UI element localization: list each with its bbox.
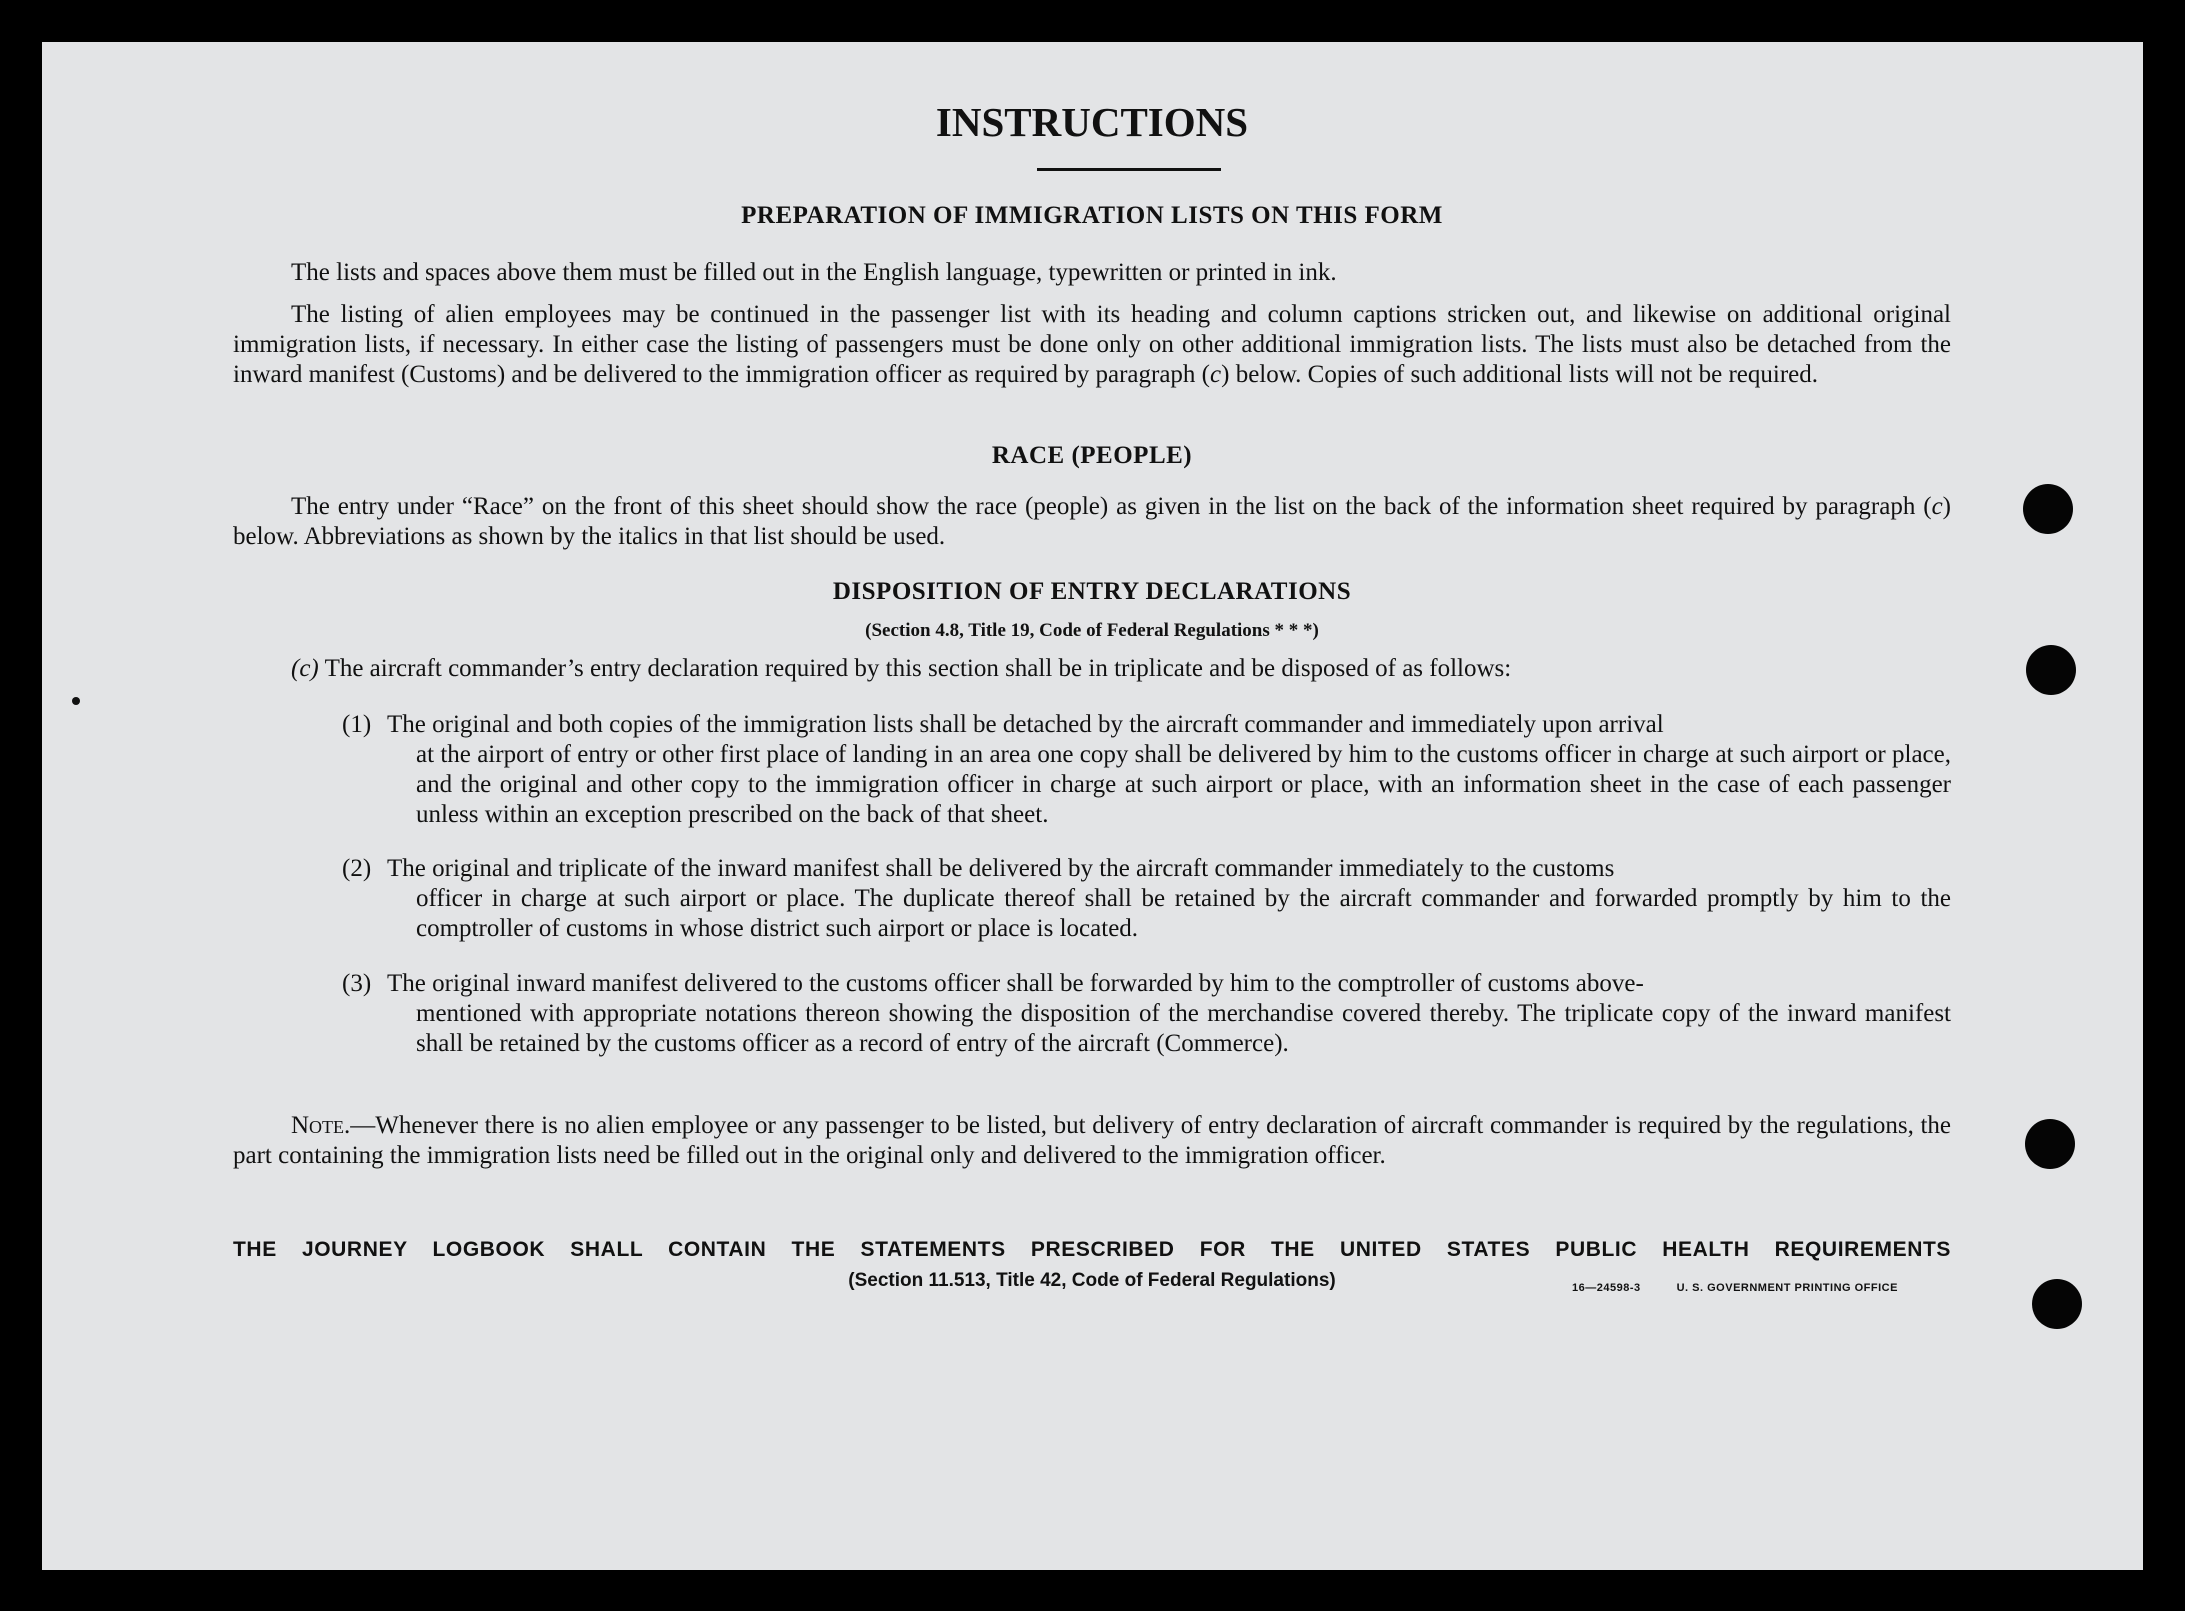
section-heading-disposition: DISPOSITION OF ENTRY DECLARATIONS — [832, 578, 1352, 605]
citation-title-19: (Section 4.8, Title 19, Code of Federal Regulations * * *) — [865, 620, 1319, 641]
binder-hole — [2026, 645, 2076, 695]
document-page — [42, 42, 2143, 1570]
paragraph-race: The entry under “Race” on the front of this sheet should show the race (people) as given in the list on the back of the information sheet required by paragraph (c) below. Abbreviations as shown by the italics in that list should be used. — [233, 493, 1951, 550]
paragraph-note: Note.—Whenever there is no alien employee or any passenger to be listed, but delivery of entry declaration of aircraft commander is required by the regulations, the part containing the immigration lists need be filled out in the original only and delivered to the immigration officer. — [233, 1112, 1951, 1169]
speck — [72, 697, 80, 705]
binder-hole — [2025, 1119, 2075, 1169]
list-item: (2) The original and triplicate of the inward manifest shall be delivered by the aircraft commander immediately to the customs officer in charge at such airport or place. The duplicate thereof shall be retained by the aircraft commander and forwarded promptly by him to the comptroller of customs in whose district such airport or place is located. — [342, 855, 1951, 942]
printer-imprint — [1572, 1282, 1898, 1294]
title-underline — [1037, 168, 1221, 171]
page-title: INSTRUCTIONS — [935, 99, 1249, 145]
binder-hole — [2023, 484, 2073, 534]
printer-name: U. S. GOVERNMENT PRINTING OFFICE — [1676, 1282, 1898, 1294]
paragraph-english-language: The lists and spaces above them must be filled out in the English language, typewritten or printed in ink. — [291, 259, 1337, 286]
list-item: (1) The original and both copies of the immigration lists shall be detached by the aircraft commander and immediately upon arrival at the airport of entry or other first place of landing in an area one copy shall be delivered by him to the customs officer in charge at such airport or place, and the original and other copy to the immigration officer in charge at such airport or place, with an information sheet in the case of each passenger unless within an exception prescribed on the back of that sheet. — [342, 711, 1951, 828]
form-number: 16—24598-3 — [1572, 1282, 1641, 1294]
citation-title-42: (Section 11.513, Title 42, Code of Federal Regulations) — [848, 1270, 1336, 1291]
paragraph-alien-employees: The listing of alien employees may be continued in the passenger list with its heading and column captions stricken out, and likewise on additional original immigration lists, if necessary. In either case the listing of passengers must be done only on other additional immigration lists. The lists must also be detached from the inward manifest (Customs) and be delivered to the immigration officer as required by paragraph (c) below. Copies of such additional lists will not be required. — [233, 301, 1951, 388]
section-heading-preparation: PREPARATION OF IMMIGRATION LISTS ON THIS FORM — [741, 202, 1443, 229]
section-heading-race: RACE (PEOPLE) — [991, 442, 1193, 469]
health-requirements-heading: THE JOURNEY LOGBOOK SHALL CONTAIN THE STATEMENTS PRESCRIBED FOR THE UNITED STATES PUBLIC HEALTH REQUIREMENTS — [233, 1238, 1951, 1261]
list-item: (3) The original inward manifest delivered to the customs officer shall be forwarded by him to the comptroller of customs above- mentioned with appropriate notations thereon showing the disposition of the merchandise covered thereby. The triplicate copy of the inward manifest shall be retained by the customs officer as a record of entry of the aircraft (Commerce). — [342, 970, 1951, 1057]
binder-hole — [2032, 1279, 2082, 1329]
paragraph-disposition-intro: (c) The aircraft commander’s entry declaration required by this section shall be in triplicate and be disposed of as follows: — [291, 655, 1512, 682]
